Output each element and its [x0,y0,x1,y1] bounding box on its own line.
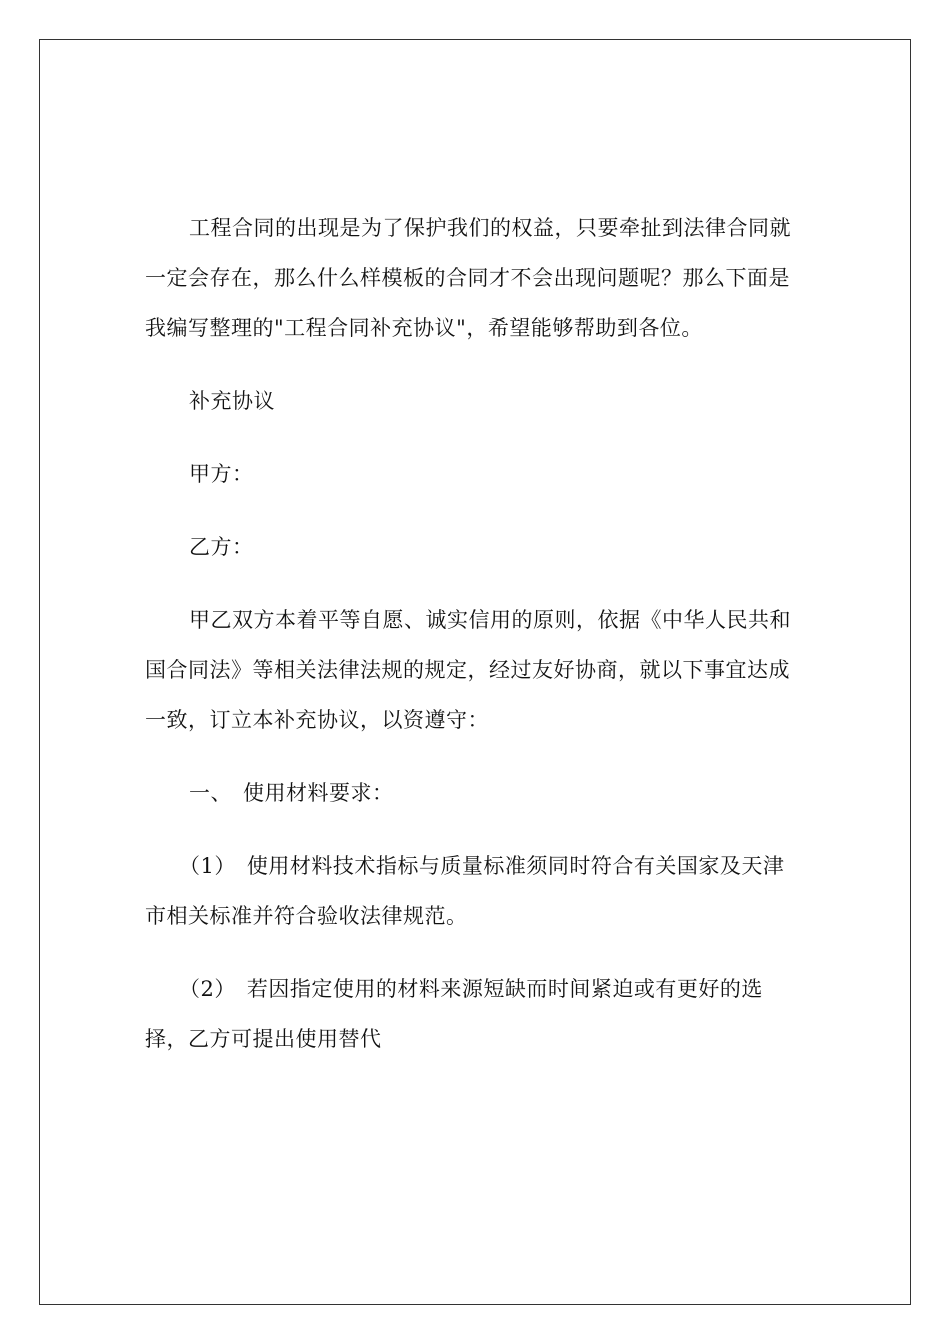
agreement-title: 补充协议 [189,389,275,413]
document-body [145,203,795,1087]
intro-paragraph: 工程合同的出现是为了保护我们的权益，只要牵扯到法律合同就一定会存在，那么什么样模板的合同才不会出现问题呢？那么下面是我编写整理的"工程合同补充协议"，希望能够帮助到各位。 [145,216,791,340]
party-b-line: 乙方： [189,535,254,559]
clause-2: （2） 若因指定使用的材料来源短缺而时间紧迫或有更好的选择，乙方可提出使用替代 [145,977,763,1051]
party-a-line: 甲方： [189,462,254,486]
section-heading-materials: 一、 使用材料要求： [189,781,394,805]
preamble-paragraph: 甲乙双方本着平等自愿、诚实信用的原则，依据《中华人民共和国合同法》等相关法律法规的规定，经过友好协商，就以下事宜达成一致，订立本补充协议，以资遵守： [145,608,791,732]
clause-1: （1） 使用材料技术指标与质量标准须同时符合有关国家及天津市相关标准并符合验收法律规范。 [145,854,785,928]
